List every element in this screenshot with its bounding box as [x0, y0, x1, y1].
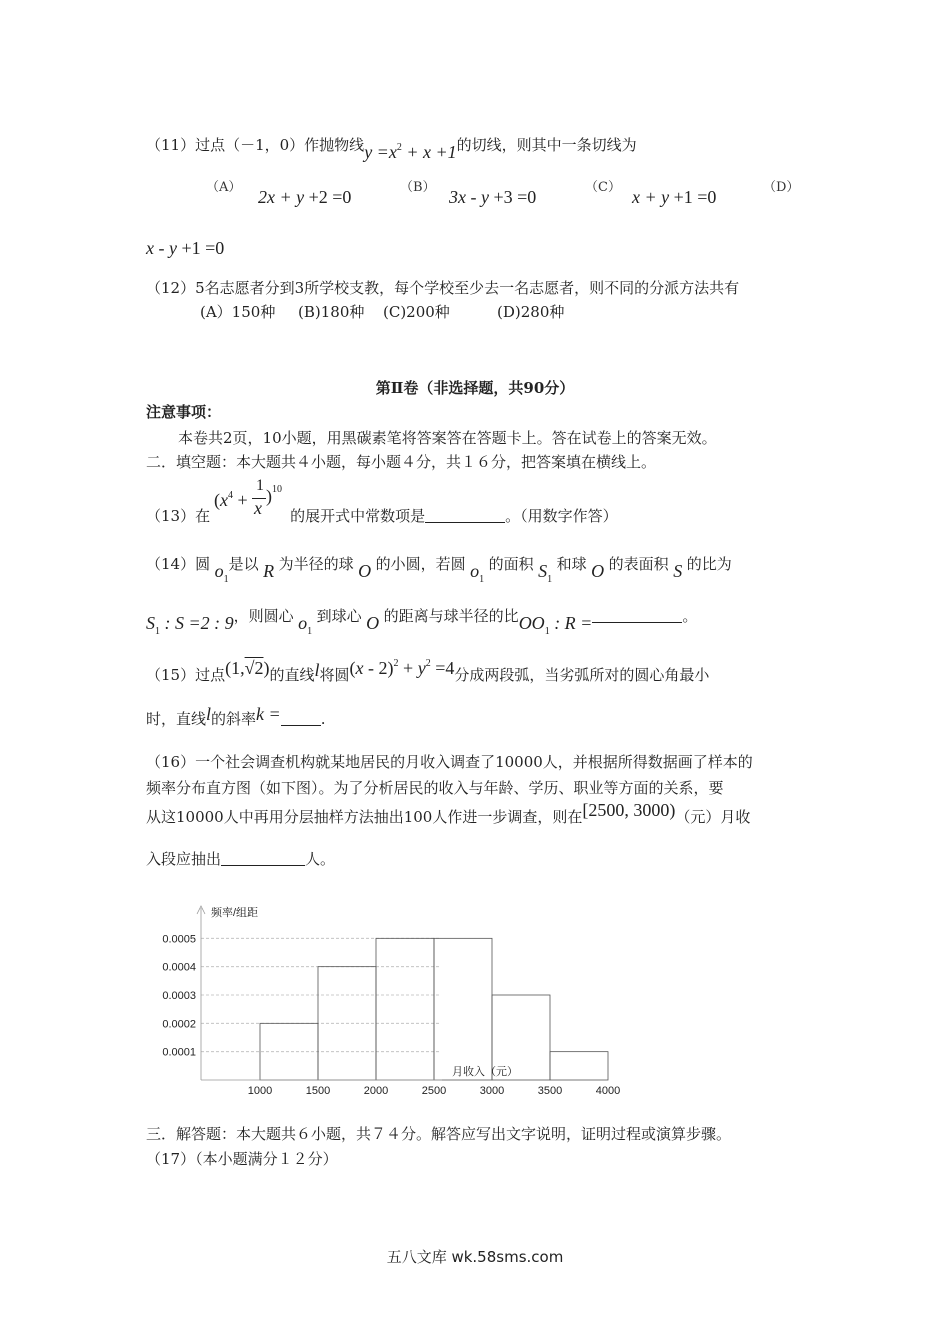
q14-text-1: （14）圆: [146, 555, 211, 573]
q15-point: (1,√2): [225, 658, 270, 678]
q14-text-2: 是以: [228, 555, 259, 573]
q16-line4-prefix: 入段应抽出: [146, 850, 222, 868]
y-tick-label: 0.0003: [162, 990, 196, 1002]
section3-header: 三．解答题：本大题共６小题，共７４分。解答应写出文字说明，证明过程或演算步骤。: [146, 1125, 732, 1143]
q13-line: [146, 506, 618, 526]
x-tick-label: 3500: [537, 1085, 563, 1097]
q13-prefix: （13）在: [146, 507, 211, 525]
q14-var-o: O: [353, 561, 376, 581]
q13-formula: ($x^4$ + 1 x ) 10: [214, 477, 282, 518]
q11-stem: [146, 130, 637, 162]
q14-text-10: 到球心: [316, 607, 362, 625]
q12-options: [0, 302, 950, 324]
q12-option-d: (D)280种: [497, 303, 565, 321]
q15-line-var: l: [314, 660, 320, 680]
notice-title: 注意事项：: [146, 403, 222, 421]
q11-option-d-label: （D）: [763, 180, 800, 195]
q11-stem-suffix: 的切线，则其中一条切线为: [456, 136, 637, 154]
q15-slope: k =: [256, 704, 281, 724]
histogram-chart: [140, 900, 621, 1100]
q11-option-d: x - y +1 =0: [146, 238, 225, 258]
q14-var-s: S: [668, 561, 687, 581]
footer-watermark: 五八文库 wk.58sms.com: [386, 1248, 564, 1266]
x-tick-label: 4000: [595, 1085, 621, 1097]
q11-options: [0, 178, 950, 208]
q12-option-a: (A）150种: [200, 303, 276, 321]
q14-text-11: 的距离与球半径的比: [383, 607, 519, 625]
x-tick-label: 1500: [305, 1085, 331, 1097]
histogram-bar: [550, 1052, 608, 1080]
y-tick-label: 0.0002: [162, 1018, 196, 1031]
q14-var-o1b: $o_1$: [465, 561, 485, 585]
q15-line-var-2: l: [206, 704, 212, 724]
q15-mid1: 的直线: [269, 666, 315, 684]
y-tick-label: 0.0001: [162, 1046, 196, 1059]
y-axis-label: 频率/组距: [211, 907, 259, 919]
q11-option-b: 3x - y +3 =0: [449, 187, 537, 207]
q14-text-6: 和球: [556, 555, 587, 573]
y-tick-label: 0.0004: [162, 961, 196, 974]
q16-line3-suffix: （元）月收: [675, 808, 751, 826]
q15-suffix: 分成两段弧，当劣弧所对的圆心角最小: [454, 666, 710, 684]
q14-text-5: 的面积: [488, 555, 534, 573]
q14-var-o1: $o_1$: [210, 561, 229, 585]
q14-var-o1c: $o_1$: [293, 613, 313, 637]
x-tick-label: 1000: [247, 1085, 273, 1097]
section2-title: 第Ⅱ卷（非选择题，共90分）: [375, 379, 575, 397]
y-tick-label: 0.0005: [162, 933, 196, 946]
q14-text-4: 的小圆，若圆: [375, 555, 466, 573]
q17-title: （17）（本小题满分１２分）: [146, 1150, 338, 1168]
q13-suffix: 的展开式中常数项是: [290, 507, 426, 525]
q16-line1: （16）一个社会调查机构就某地居民的月收入调查了10000人，并根据所得数据画了样本的: [146, 753, 753, 771]
q15-line1: [146, 660, 709, 685]
histogram-bar: [376, 938, 434, 1080]
q14-var-s1: $S_1$: [533, 561, 553, 585]
q16-line2: 频率分布直方图（如下图）。为了分析居民的收入与年龄、学历、职业等方面的关系，要: [146, 779, 724, 797]
q11-option-a-label: （A）: [206, 180, 242, 195]
q16-answer-blank[interactable]: [221, 851, 305, 866]
x-tick-label: 3000: [479, 1085, 505, 1097]
q11-option-c: x + y +1 =0: [632, 187, 717, 207]
q14-end: 。: [682, 607, 698, 625]
q14-answer-formula: $OO_1$ : R =: [518, 613, 593, 637]
q14-text-8: 的比为: [686, 555, 732, 573]
q14-answer-blank[interactable]: [592, 608, 682, 623]
q11-option-c-label: （C）: [585, 180, 621, 195]
q11-stem-prefix: （11）过点（－1，0）作抛物线: [146, 136, 365, 154]
q15-line2-mid: 的斜率: [211, 710, 257, 728]
q15-mid2: 将圆: [319, 666, 350, 684]
q13-note: 。（用数字作答）: [505, 507, 618, 525]
q14-var-r: R: [258, 561, 279, 581]
q12-option-b: (B)180种: [298, 303, 365, 321]
q15-line2-prefix: 时，直线: [146, 710, 207, 728]
q13-answer-blank[interactable]: [425, 508, 505, 523]
q15-end: .: [320, 710, 326, 728]
q15-circle: $(x - 2)^2 + y^2 =4$: [349, 658, 455, 678]
q15-answer-blank[interactable]: [281, 711, 321, 726]
q14-line1: [146, 553, 732, 585]
fill-header: 二．填空题：本大题共４小题，每小题４分，共１６分，把答案填在横线上。: [146, 453, 657, 471]
q14-var-o2: O: [586, 561, 609, 581]
q14-var-o3: O: [361, 613, 384, 633]
q16-line4-suffix: 人。: [305, 850, 336, 868]
q12-stem: （12）5名志愿者分到3所学校支教，每个学校至少去一名志愿者，则不同的分派方法共有: [146, 279, 740, 297]
x-tick-label: 2500: [421, 1085, 447, 1097]
q11-option-a: 2x + y +2 =0: [258, 187, 352, 207]
q16-line3: [146, 800, 751, 827]
x-axis-label: 月收入（元）: [452, 1066, 518, 1078]
notice-body: 本卷共2页，10小题，用黑碳素笔将答案答在答题卡上。答在试卷上的答案无效。: [178, 429, 717, 447]
histogram-bar: [434, 938, 492, 1080]
q14-text-9: ，则圆心: [233, 607, 294, 625]
x-tick-label: 2000: [363, 1085, 389, 1097]
q14-text-7: 的表面积: [608, 555, 669, 573]
q16-line3-prefix: 从这10000人中再用分层抽样方法抽出100人作进一步调查，则在: [146, 808, 583, 826]
q12-option-c: (C)200种: [383, 303, 450, 321]
q16-line4: [146, 849, 335, 869]
q11-formula: $y =x^2 + x +1$: [364, 142, 457, 162]
q14-text-3: 为半径的球: [278, 555, 354, 573]
q14-ratio: $S_1$ : S =2 : 9: [146, 613, 234, 637]
q14-line2: [146, 605, 698, 637]
q16-interval: [2500, 3000): [582, 800, 676, 820]
q15-prefix: （15）过点: [146, 666, 226, 684]
q11-option-b-label: （B）: [400, 180, 436, 195]
q15-line2: [146, 704, 326, 729]
